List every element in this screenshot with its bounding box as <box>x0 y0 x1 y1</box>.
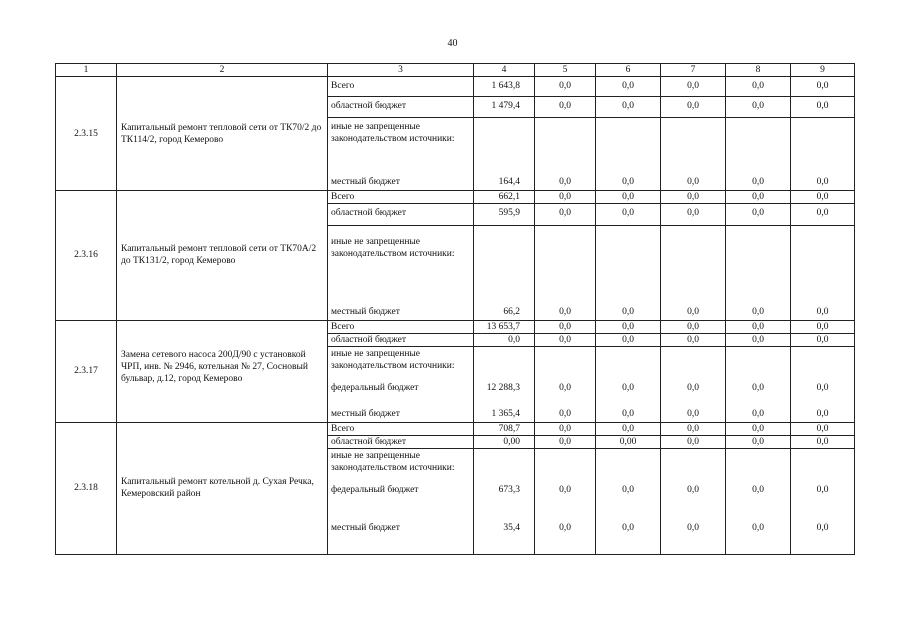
value-cell: 0,0 <box>535 333 596 346</box>
value-cell: 0,0 <box>726 97 791 118</box>
empty-cell <box>596 346 661 382</box>
value-cell: 662,1 <box>474 191 535 204</box>
row-code: 2.3.15 <box>56 77 117 191</box>
value-cell: 0,0 <box>726 306 791 321</box>
value-cell: 0,0 <box>535 97 596 118</box>
value-cell: 0,0 <box>535 306 596 321</box>
value-cell: 0,0 <box>535 522 596 554</box>
value-cell: 0,0 <box>661 382 726 404</box>
value-cell: 0,0 <box>726 333 791 346</box>
value-cell: 0,0 <box>535 404 596 422</box>
value-cell: 0,0 <box>535 484 596 522</box>
value-cell: 0,0 <box>535 422 596 435</box>
table-row <box>56 77 855 97</box>
source-label: федеральный бюджет <box>328 484 474 522</box>
value-cell: 0,0 <box>596 174 661 191</box>
value-cell: 1 479,4 <box>474 97 535 118</box>
value-cell: 0,0 <box>726 191 791 204</box>
empty-cell <box>726 346 791 382</box>
empty-cell <box>596 448 661 484</box>
value-cell: 0,0 <box>661 306 726 321</box>
empty-cell <box>474 346 535 382</box>
value-cell: 0,0 <box>661 204 726 226</box>
source-label: иные не запрещенные законодательством источники: <box>328 226 474 306</box>
value-cell: 0,0 <box>661 97 726 118</box>
row-code: 2.3.18 <box>56 422 117 554</box>
value-cell: 0,0 <box>596 522 661 554</box>
value-cell: 0,0 <box>661 484 726 522</box>
value-cell: 0,0 <box>596 97 661 118</box>
value-cell: 708,7 <box>474 422 535 435</box>
column-header: 7 <box>661 64 726 77</box>
source-label: областной бюджет <box>328 333 474 346</box>
value-cell: 0,0 <box>474 333 535 346</box>
source-label: областной бюджет <box>328 435 474 448</box>
empty-cell <box>791 346 855 382</box>
value-cell: 0,0 <box>791 404 855 422</box>
value-cell: 0,0 <box>726 382 791 404</box>
value-cell: 0,0 <box>596 191 661 204</box>
page-number: 40 <box>447 38 458 49</box>
source-label: иные не запрещенные законодательством источники: <box>328 346 474 382</box>
value-cell: 0,0 <box>726 204 791 226</box>
empty-cell <box>726 226 791 306</box>
value-cell: 0,0 <box>791 484 855 522</box>
value-cell: 0,0 <box>661 77 726 97</box>
value-cell: 66,2 <box>474 306 535 321</box>
empty-cell <box>535 226 596 306</box>
empty-cell <box>791 226 855 306</box>
empty-cell <box>726 118 791 174</box>
row-title: Капитальный ремонт тепловой сети от ТК70А/2 до ТК131/2, город Кемерово <box>117 191 328 321</box>
budget-table <box>55 63 855 555</box>
value-cell: 0,0 <box>535 204 596 226</box>
header-row <box>56 64 855 77</box>
value-cell: 12 288,3 <box>474 382 535 404</box>
source-label: Всего <box>328 191 474 204</box>
empty-cell <box>726 448 791 484</box>
value-cell: 0,0 <box>535 320 596 333</box>
value-cell: 0,0 <box>596 77 661 97</box>
empty-cell <box>535 118 596 174</box>
source-label: местный бюджет <box>328 404 474 422</box>
row-title: Капитальный ремонт котельной д. Сухая Речка, Кемеровский район <box>117 422 328 554</box>
row-code: 2.3.17 <box>56 320 117 422</box>
value-cell: 0,0 <box>596 382 661 404</box>
column-header: 1 <box>56 64 117 77</box>
value-cell: 0,0 <box>791 320 855 333</box>
source-label: Всего <box>328 320 474 333</box>
source-label: федеральный бюджет <box>328 382 474 404</box>
empty-cell <box>791 448 855 484</box>
value-cell: 673,3 <box>474 484 535 522</box>
source-label: местный бюджет <box>328 306 474 321</box>
value-cell: 0,0 <box>661 435 726 448</box>
source-label: областной бюджет <box>328 97 474 118</box>
value-cell: 0,0 <box>791 306 855 321</box>
value-cell: 0,0 <box>791 97 855 118</box>
value-cell: 13 653,7 <box>474 320 535 333</box>
value-cell: 0,0 <box>596 204 661 226</box>
row-title: Капитальный ремонт тепловой сети от ТК70/2 до ТК114/2, город Кемерово <box>117 77 328 191</box>
value-cell: 0,0 <box>596 306 661 321</box>
value-cell: 0,0 <box>661 174 726 191</box>
empty-cell <box>535 448 596 484</box>
value-cell: 0,0 <box>791 422 855 435</box>
value-cell: 0,0 <box>596 484 661 522</box>
value-cell: 0,0 <box>726 522 791 554</box>
empty-cell <box>474 226 535 306</box>
table-row <box>56 422 855 435</box>
value-cell: 0,00 <box>596 435 661 448</box>
source-label: местный бюджет <box>328 174 474 191</box>
value-cell: 0,0 <box>661 404 726 422</box>
value-cell: 0,0 <box>535 382 596 404</box>
value-cell: 0,0 <box>791 382 855 404</box>
value-cell: 0,0 <box>726 484 791 522</box>
column-header: 9 <box>791 64 855 77</box>
empty-cell <box>535 346 596 382</box>
source-label: местный бюджет <box>328 522 474 554</box>
empty-cell <box>661 118 726 174</box>
empty-cell <box>661 448 726 484</box>
value-cell: 0,0 <box>791 333 855 346</box>
value-cell: 0,0 <box>791 174 855 191</box>
column-header: 2 <box>117 64 328 77</box>
value-cell: 0,0 <box>596 333 661 346</box>
value-cell: 0,0 <box>791 77 855 97</box>
column-header: 4 <box>474 64 535 77</box>
column-header: 6 <box>596 64 661 77</box>
value-cell: 0,0 <box>661 191 726 204</box>
value-cell: 1 643,8 <box>474 77 535 97</box>
row-code: 2.3.16 <box>56 191 117 321</box>
source-label: областной бюджет <box>328 204 474 226</box>
empty-cell <box>474 448 535 484</box>
value-cell: 0,0 <box>661 320 726 333</box>
value-cell: 0,0 <box>791 191 855 204</box>
value-cell: 0,0 <box>596 422 661 435</box>
value-cell: 0,00 <box>474 435 535 448</box>
value-cell: 0,0 <box>661 522 726 554</box>
value-cell: 0,0 <box>791 435 855 448</box>
source-label: Всего <box>328 422 474 435</box>
source-label: иные не запрещенные законодательством источники: <box>328 448 474 484</box>
empty-cell <box>596 118 661 174</box>
value-cell: 0,0 <box>726 320 791 333</box>
column-header: 8 <box>726 64 791 77</box>
empty-cell <box>661 346 726 382</box>
empty-cell <box>661 226 726 306</box>
value-cell: 164,4 <box>474 174 535 191</box>
value-cell: 0,0 <box>661 333 726 346</box>
value-cell: 0,0 <box>535 77 596 97</box>
empty-cell <box>596 226 661 306</box>
value-cell: 0,0 <box>661 422 726 435</box>
table-row <box>56 191 855 204</box>
value-cell: 0,0 <box>726 404 791 422</box>
value-cell: 0,0 <box>726 77 791 97</box>
table-row <box>56 320 855 333</box>
source-label: иные не запрещенные законодательством источники: <box>328 118 474 174</box>
value-cell: 0,0 <box>535 191 596 204</box>
value-cell: 0,0 <box>791 204 855 226</box>
source-label: Всего <box>328 77 474 97</box>
value-cell: 0,0 <box>596 404 661 422</box>
value-cell: 1 365,4 <box>474 404 535 422</box>
value-cell: 0,0 <box>535 435 596 448</box>
value-cell: 595,9 <box>474 204 535 226</box>
value-cell: 0,0 <box>726 174 791 191</box>
value-cell: 35,4 <box>474 522 535 554</box>
empty-cell <box>791 118 855 174</box>
value-cell: 0,0 <box>726 422 791 435</box>
empty-cell <box>474 118 535 174</box>
row-title: Замена сетевого насоса 200Д/90 с установкой ЧРП, инв. № 2946, котельная № 27, Сосновый бульвар, д.12, город Кемерово <box>117 320 328 422</box>
value-cell: 0,0 <box>791 522 855 554</box>
column-header: 3 <box>328 64 474 77</box>
value-cell: 0,0 <box>596 320 661 333</box>
value-cell: 0,0 <box>726 435 791 448</box>
column-header: 5 <box>535 64 596 77</box>
value-cell: 0,0 <box>535 174 596 191</box>
